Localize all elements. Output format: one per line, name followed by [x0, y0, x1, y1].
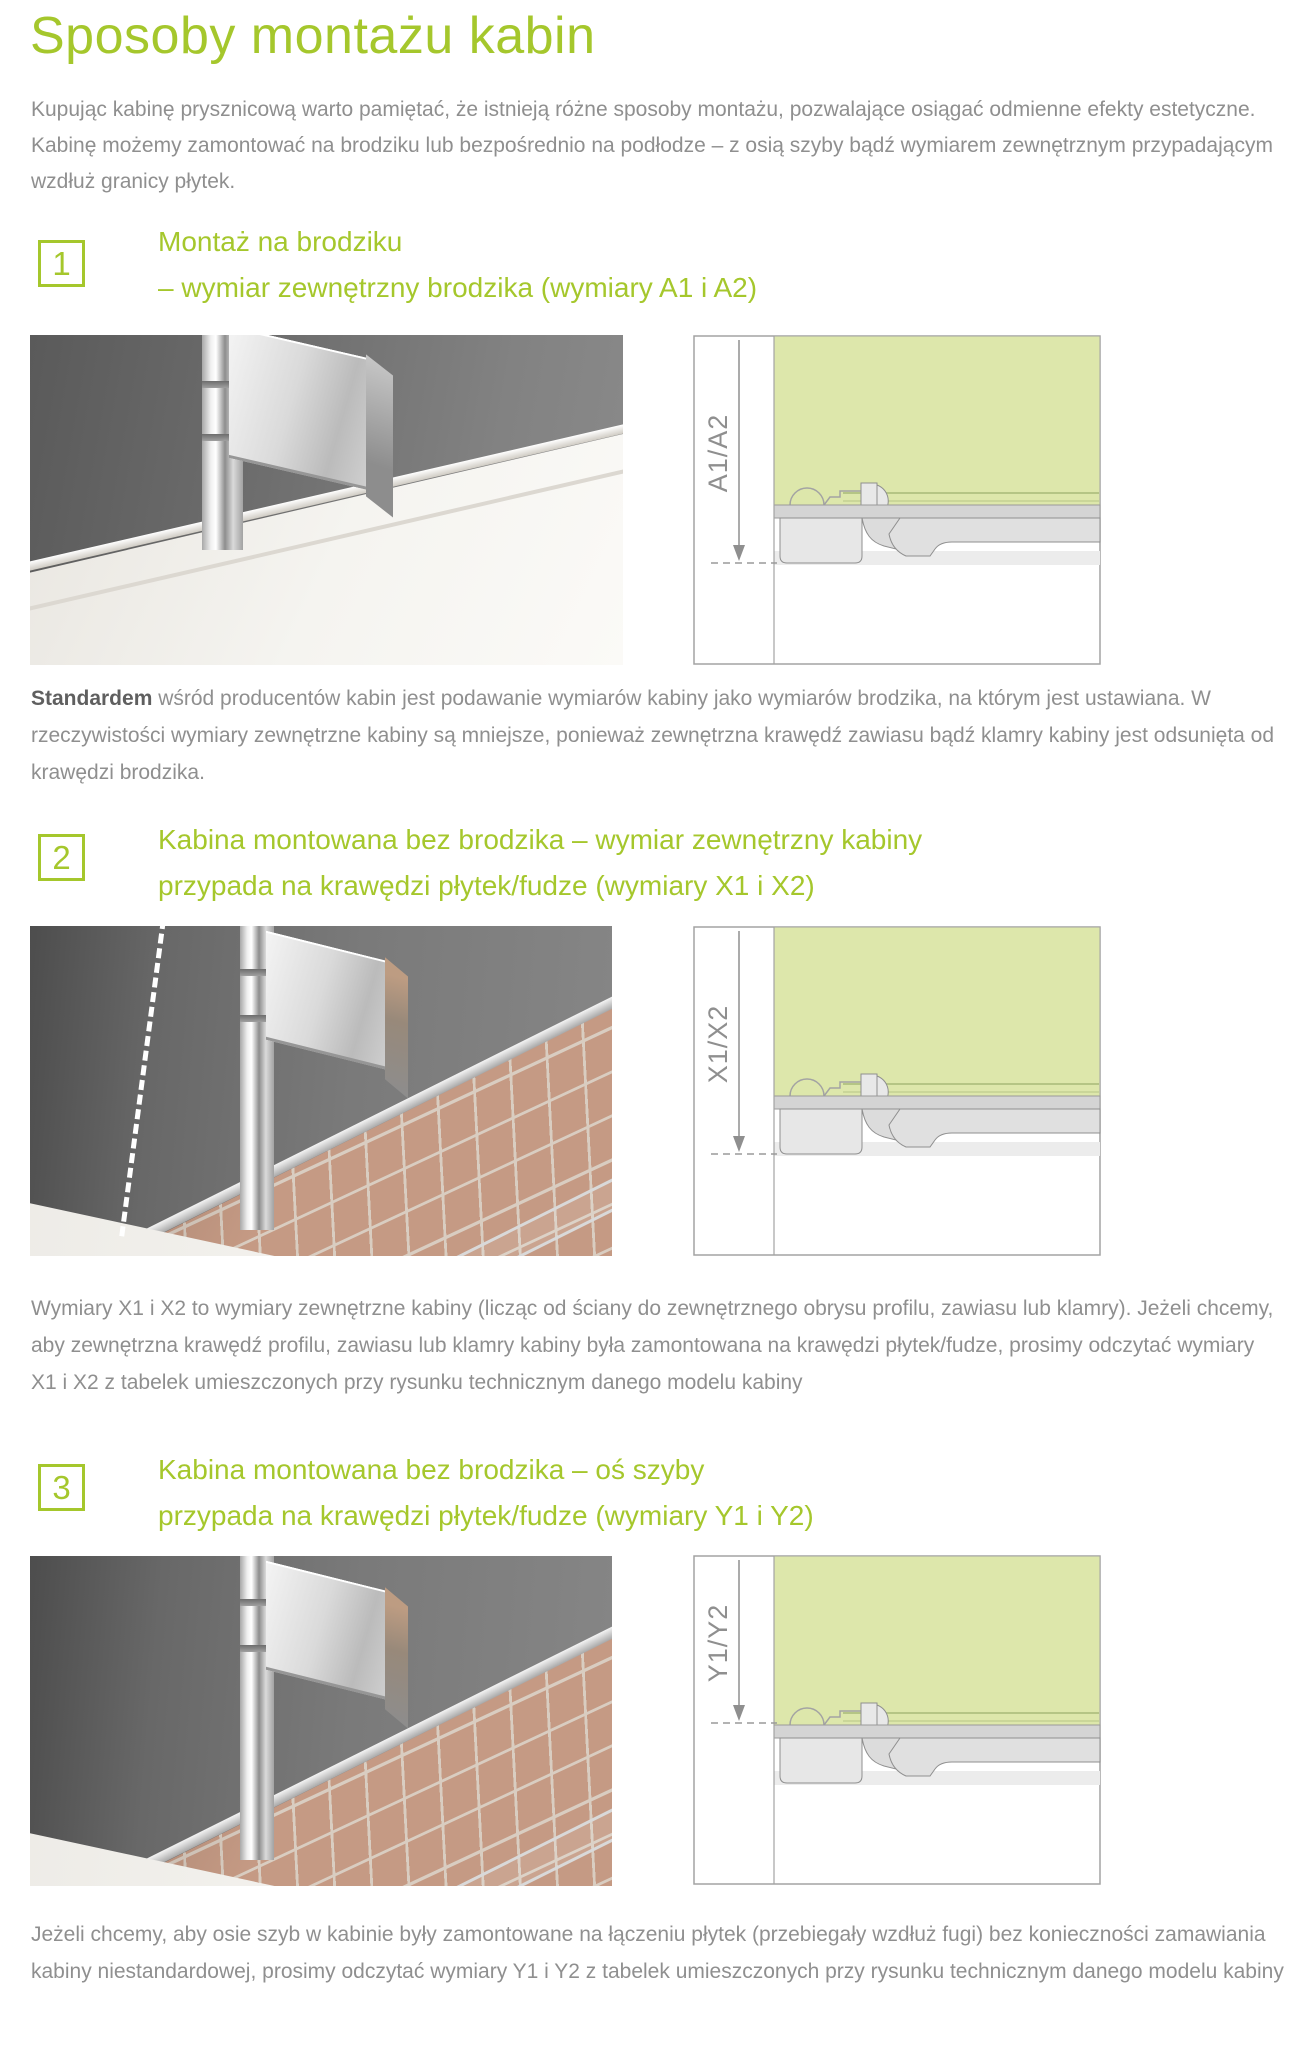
- note-text: wśród producentów kabin jest podawanie wymiarów kabiny jako wymiarów brodzika, na którym jest ustawiana. W rzeczywistości wymiary zewnętrzne kabiny są mniejsze, ponieważ zewnętrzna krawędź zawiasu bądź klamry kabiny jest odsunięta od krawędzi brodzika.: [31, 687, 1275, 784]
- section-note: [31, 1916, 1285, 1990]
- intro-paragraph: Kupując kabinę prysznicową warto pamiętać, że istnieją różne sposoby montażu, pozwalające osiągać odmienne efekty estetyczne. Kabinę możemy zamontować na brodziku lub bezpośrednio na podłodze – z osią szyby bądź wymiarem zewnętrznym przypadającym wzdłuż granicy płytek.: [31, 98, 1273, 193]
- note-lead-word: Standardem: [31, 687, 153, 710]
- section-note: [31, 680, 1285, 791]
- dimension-label: Y1/Y2: [703, 1603, 733, 1683]
- section-number-badge: [38, 240, 85, 287]
- photo-hinge-plate-edge: [385, 957, 408, 1099]
- section-heading-line1: Kabina montowana bez brodzika – wymiar zewnętrzny kabiny: [158, 824, 923, 855]
- section-heading-line2: przypada na krawędzi płytek/fudze (wymiary X1 i X2): [158, 870, 815, 901]
- note-text: Wymiary X1 i X2 to wymiary zewnętrzne kabiny (licząc od ściany do zewnętrznego obrysu profilu, zawiasu lub klamry). Jeżeli chcemy, aby zewnętrzna krawędź profilu, zawiasu lub klamry kabiny była zamontowana na krawędzi płytek/fudze, prosimy odczytać wymiary X1 i X2 z tabelek umieszczonych przy rysunku technicznym danego modelu kabiny: [31, 1297, 1274, 1394]
- photo-hinge-on-shower-tray: [30, 335, 623, 665]
- section-number-badge: [38, 1464, 85, 1511]
- section-heading-line1: Kabina montowana bez brodzika – oś szyby: [158, 1454, 705, 1485]
- section-heading-line2: przypada na krawędzi płytek/fudze (wymiary Y1 i Y2): [158, 1500, 814, 1531]
- section-number-badge: [38, 834, 85, 881]
- diagram-y1-y2: [693, 1555, 1101, 1885]
- section-number: 1: [52, 244, 71, 282]
- dimension-label: A1/A2: [703, 413, 733, 493]
- photo-hinge-on-tiled-floor-dashed-axis: [30, 926, 612, 1256]
- note-text: Jeżeli chcemy, aby osie szyb w kabinie były zamontowane na łączeniu płytek (przebiegały wzdłuż fugi) bez konieczności zamawiania kabiny niestandardowej, prosimy odczytać wymiary Y1 i Y2 z tabelek umieszczonych przy rysunku technicznym danego modelu kabiny: [31, 1923, 1284, 1983]
- photo-hinge-plate-edge: [385, 1587, 408, 1729]
- section-heading-line2: – wymiar zewnętrzny brodzika (wymiary A1 i A2): [158, 272, 758, 303]
- page-title: Sposoby montażu kabin: [30, 7, 596, 65]
- diagram-a1-a2: [693, 335, 1101, 665]
- dimension-label: X1/X2: [703, 1004, 733, 1084]
- section-note: [31, 1290, 1285, 1401]
- section-number: 2: [52, 838, 71, 876]
- section-heading-line1: Montaż na brodziku: [158, 226, 403, 257]
- photo-hinge-plate-edge: [366, 354, 393, 517]
- photo-hinge-on-tiled-floor: [30, 1556, 612, 1886]
- section-number: 3: [52, 1468, 71, 1506]
- diagram-x1-x2: [693, 926, 1101, 1256]
